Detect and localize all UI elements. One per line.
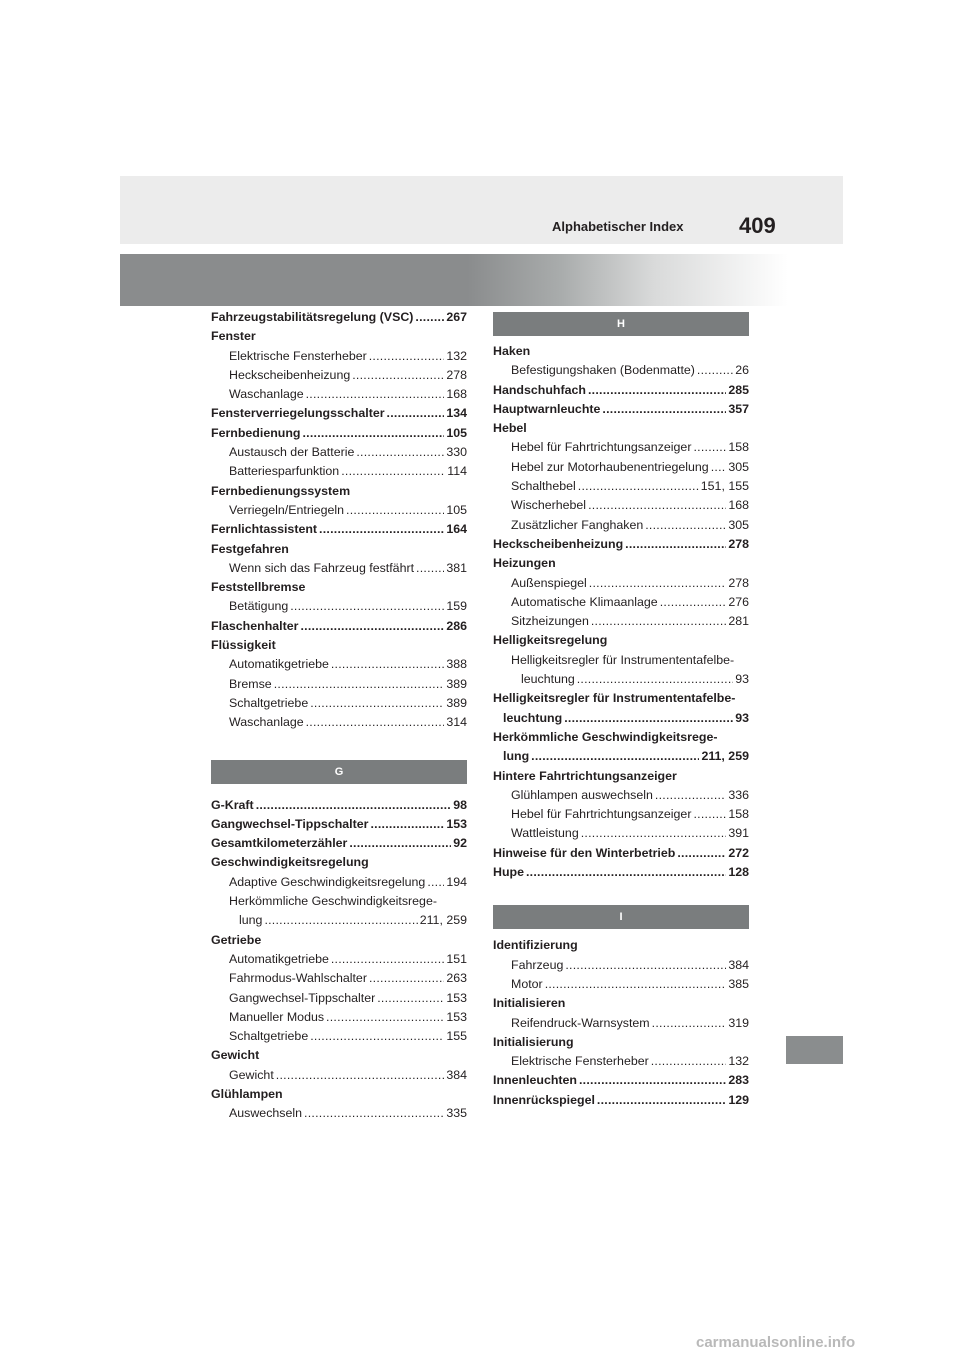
index-entry-term: Schalthebel (511, 479, 576, 494)
dot-leader (531, 747, 699, 766)
index-entry-page[interactable]: 357 (728, 401, 749, 416)
index-entry (493, 612, 749, 631)
index-entry (493, 1071, 749, 1090)
index-entry-term: Gesamtkilometerzähler (211, 836, 348, 851)
section-header-h: H (493, 312, 749, 336)
dot-leader (526, 863, 726, 882)
index-entry-term: Glühlampen (211, 1086, 283, 1101)
index-entry (211, 694, 467, 713)
index-entry (493, 975, 749, 994)
index-entry (211, 853, 467, 872)
index-entry-page[interactable]: 286 (446, 618, 467, 633)
index-entry-term: Identifizierung (493, 938, 578, 953)
index-entry (211, 385, 467, 404)
index-entry-term: G-Kraft (211, 797, 254, 812)
index-entry-page[interactable]: 151, 155 (700, 479, 749, 494)
index-entry-page[interactable]: 384 (728, 957, 749, 972)
index-entry-page[interactable]: 134 (446, 406, 467, 421)
index-entry (211, 873, 467, 892)
index-entry-term: Helligkeitsregler für Instrumententafelbe- (493, 691, 736, 706)
index-entry (211, 520, 467, 539)
index-entry-term: Bremse (229, 676, 272, 691)
index-entry-term: lung (239, 913, 263, 928)
index-entry (211, 462, 467, 481)
index-entry-term: Auswechseln (229, 1106, 303, 1121)
index-entry (211, 1104, 467, 1123)
index-column-right (493, 308, 749, 1110)
index-entry-term: Initialisieren (493, 996, 566, 1011)
section-header-i: I (493, 905, 749, 929)
index-entry-term: Gangwechsel-Tippschalter (211, 816, 369, 831)
dot-leader (597, 1091, 726, 1110)
index-entry-page[interactable]: 381 (446, 560, 467, 575)
dot-leader (655, 786, 726, 805)
dot-leader (697, 361, 733, 380)
index-entry-page[interactable]: 385 (728, 976, 749, 991)
index-entry (211, 969, 467, 988)
dot-leader (300, 617, 444, 636)
index-entry-page[interactable]: 276 (728, 594, 749, 609)
section-title: Alphabetischer Index (552, 219, 684, 234)
dot-leader (589, 574, 727, 593)
index-entry (211, 617, 467, 636)
index-entry-term: Fenster (211, 329, 256, 344)
index-entry-page[interactable]: 151 (446, 951, 467, 966)
dot-leader (693, 805, 726, 824)
index-entry (211, 675, 467, 694)
dot-leader (349, 834, 451, 853)
index-entry-term: Fensterverriegelungsschalter (211, 406, 385, 421)
index-entry-page[interactable]: 283 (728, 1073, 749, 1088)
index-entry (211, 950, 467, 969)
index-group-g (211, 796, 467, 1124)
index-entry-term: Herkömmliche Geschwindigkeitsrege- (229, 894, 437, 909)
index-entry (211, 834, 467, 853)
index-group-i (493, 936, 749, 1110)
index-entry (211, 327, 467, 346)
index-entry (493, 496, 749, 515)
index-entry (211, 443, 467, 462)
index-entry-page[interactable]: 153 (446, 1009, 467, 1024)
index-entry-page[interactable]: 278 (728, 536, 749, 551)
index-entry-page[interactable]: 153 (446, 816, 467, 831)
dot-leader (427, 873, 444, 892)
index-entry-page[interactable]: 132 (446, 348, 467, 363)
index-entry-page[interactable]: 105 (446, 425, 467, 440)
dot-leader (274, 675, 445, 694)
index-entry-page[interactable]: 278 (446, 367, 467, 382)
dot-leader (352, 366, 444, 385)
index-entry-term: Befestigungshaken (Bodenmatte) (511, 363, 695, 378)
index-entry (493, 342, 749, 361)
index-entry-page[interactable]: 384 (446, 1067, 467, 1082)
dot-leader (588, 496, 726, 515)
index-entry (211, 1046, 467, 1065)
index-entry-page[interactable]: 159 (446, 599, 467, 614)
index-entry-page[interactable]: 389 (446, 676, 467, 691)
index-entry-term: Initialisierung (493, 1034, 574, 1049)
index-entry (211, 655, 467, 674)
index-entry (211, 1066, 467, 1085)
index-entry-term: Flüssigkeit (211, 638, 276, 653)
index-entry (493, 709, 749, 728)
index-entry-page[interactable]: 105 (446, 502, 467, 517)
index-entry-term: Heckscheibenheizung (229, 367, 351, 382)
dot-leader (370, 815, 444, 834)
index-entry-page[interactable]: 194 (446, 874, 467, 889)
index-entry-page[interactable]: 132 (728, 1054, 749, 1069)
index-entry-term: Wischerhebel (511, 498, 587, 513)
dot-leader (588, 381, 726, 400)
index-entry-page[interactable]: 93 (735, 672, 749, 687)
index-entry-term: Getriebe (211, 932, 262, 947)
index-entry-term: Manueller Modus (229, 1009, 325, 1024)
index-entry-term: Außenspiegel (511, 575, 587, 590)
index-entry (493, 994, 749, 1013)
index-entry-page[interactable]: 388 (446, 657, 467, 672)
dot-leader (310, 694, 444, 713)
index-entry-page[interactable]: 389 (446, 695, 467, 710)
index-entry-term: Automatische Klimaanlage (511, 594, 658, 609)
index-entry-term: Fernbedienungssystem (211, 483, 351, 498)
index-entry-term: Automatikgetriebe (229, 657, 329, 672)
index-entry (211, 931, 467, 950)
index-entry (211, 597, 467, 616)
dot-leader (711, 458, 727, 477)
index-entry (493, 1014, 749, 1033)
index-entry-term: Reifendruck-Warnsystem (511, 1015, 650, 1030)
index-entry-page[interactable]: 128 (728, 865, 749, 880)
index-entry (493, 651, 749, 670)
index-entry-term: Hauptwarnleuchte (493, 401, 601, 416)
section-header-g: G (211, 760, 467, 784)
index-entry-page[interactable]: 168 (446, 387, 467, 402)
index-entry-page[interactable]: 272 (728, 845, 749, 860)
dot-leader (625, 535, 726, 554)
index-entry-page[interactable]: 281 (728, 614, 749, 629)
index-entry-page[interactable]: 211, 259 (419, 913, 467, 928)
index-entry (211, 1085, 467, 1104)
index-entry (493, 1091, 749, 1110)
dot-leader (304, 1104, 444, 1123)
index-entry-page[interactable]: 330 (446, 445, 467, 460)
dot-leader (652, 1014, 727, 1033)
index-entry (493, 670, 749, 689)
index-entry-term: Festgefahren (211, 541, 289, 556)
index-entry (493, 554, 749, 573)
index-entry (493, 361, 749, 380)
index-entry-term: Hebel zur Motorhaubenentriegelung (511, 459, 709, 474)
index-entry-term: Handschuhfach (493, 382, 586, 397)
index-entry-term: Hebel für Fahrtrichtungsanzeiger (511, 440, 692, 455)
index-entry (493, 824, 749, 843)
index-entry-term: Hupe (493, 865, 524, 880)
index-entry-term: Motor (511, 976, 543, 991)
dot-leader (564, 709, 733, 728)
dot-leader (276, 1066, 445, 1085)
index-entry (493, 574, 749, 593)
index-entry (211, 482, 467, 501)
dot-leader (677, 844, 726, 863)
index-entry-page[interactable]: 278 (728, 575, 749, 590)
index-entry-page[interactable]: 153 (446, 990, 467, 1005)
dot-leader (264, 911, 417, 930)
index-entry-term: leuchtung (521, 672, 575, 687)
index-entry (493, 438, 749, 457)
index-entry-page[interactable]: 211, 259 (701, 749, 749, 764)
dot-leader (416, 559, 444, 578)
index-entry (493, 516, 749, 535)
index-entry-term: Austausch der Batterie (229, 445, 355, 460)
index-entry (493, 747, 749, 766)
index-column-left (211, 308, 467, 1124)
watermark: carmanualsonline.info (696, 1334, 856, 1351)
index-entry-page[interactable]: 92 (453, 836, 467, 851)
index-entry-term: Schaltgetriebe (229, 695, 309, 710)
index-entry (211, 1027, 467, 1046)
index-entry-term: Zusätzlicher Fanghaken (511, 517, 644, 532)
index-entry-term: Wenn sich das Fahrzeug festfährt (229, 560, 415, 575)
index-entry (211, 424, 467, 443)
index-entry (493, 728, 749, 747)
index-entry-term: Gangwechsel-Tippschalter (229, 990, 376, 1005)
index-entry-page[interactable]: 164 (446, 522, 467, 537)
header-band (120, 176, 843, 244)
dot-leader (341, 462, 445, 481)
dot-leader (306, 385, 445, 404)
index-entry-page[interactable]: 158 (728, 807, 749, 822)
index-entry (211, 892, 467, 911)
index-entry-term: Helligkeitsregelung (493, 633, 608, 648)
index-entry (211, 308, 467, 327)
index-entry (493, 786, 749, 805)
dot-leader (651, 1052, 727, 1071)
index-entry-page[interactable]: 263 (446, 971, 467, 986)
index-entry (211, 559, 467, 578)
index-entry (493, 419, 749, 438)
index-entry (493, 535, 749, 554)
index-entry (211, 540, 467, 559)
dot-leader (346, 501, 444, 520)
page-number: 409 (739, 213, 776, 238)
dot-leader (331, 950, 444, 969)
index-entry-term: Hebel für Fahrtrichtungsanzeiger (511, 807, 692, 822)
index-entry-term: Schaltgetriebe (229, 1029, 309, 1044)
index-entry (211, 366, 467, 385)
index-entry (493, 1052, 749, 1071)
index-entry-term: Fahrzeug (511, 957, 564, 972)
index-entry-page[interactable]: 168 (728, 498, 749, 513)
index-entry-term: Feststellbremse (211, 580, 306, 595)
index-entry-term: Flaschenhalter (211, 618, 299, 633)
dot-leader (660, 593, 727, 612)
dot-leader (415, 308, 444, 327)
dot-leader (303, 424, 445, 443)
index-entry (493, 805, 749, 824)
index-entry-page[interactable]: 314 (446, 715, 467, 730)
index-entry (493, 863, 749, 882)
dot-leader (377, 989, 444, 1008)
index-entry-term: Hintere Fahrtrichtungsanzeiger (493, 768, 677, 783)
index-entry (493, 767, 749, 786)
index-entry-term: Fahrmodus-Wahlschalter (229, 971, 367, 986)
dot-leader (577, 670, 733, 689)
index-entry-page[interactable]: 391 (728, 826, 749, 841)
index-entry-page[interactable]: 93 (735, 710, 749, 725)
dot-leader (331, 655, 444, 674)
dot-leader (256, 796, 452, 815)
index-entry-term: Gewicht (211, 1048, 260, 1063)
index-entry (493, 956, 749, 975)
index-entry (493, 593, 749, 612)
dot-leader (387, 404, 445, 423)
index-entry-term: Haken (493, 344, 531, 358)
index-entry-term: Innenleuchten (493, 1073, 577, 1088)
index-entry (493, 400, 749, 419)
index-entry (493, 1033, 749, 1052)
index-entry (493, 631, 749, 650)
index-entry-term: Adaptive Geschwindigkeitsregelung (229, 874, 426, 889)
index-entry-page[interactable]: 267 (446, 310, 467, 324)
index-entry (493, 458, 749, 477)
index-entry (493, 844, 749, 863)
index-entry-term: Sitzheizungen (511, 614, 589, 629)
dot-leader (319, 520, 444, 539)
thumb-index-tab[interactable] (786, 1036, 843, 1064)
index-entry-term: leuchtung (503, 710, 563, 725)
index-entry-page[interactable]: 155 (446, 1029, 467, 1044)
index-entry-page[interactable]: 98 (453, 797, 467, 812)
dot-leader (693, 438, 726, 457)
dot-leader (369, 969, 444, 988)
index-entry-term: Fernlichtassistent (211, 522, 318, 537)
dot-leader (545, 975, 727, 994)
index-entry-term: Glühlampen auswechseln (511, 787, 653, 802)
dot-leader (326, 1008, 444, 1027)
index-entry-term: Hinweise für den Winterbetrieb (493, 845, 676, 860)
index-entry-page[interactable]: 305 (728, 517, 749, 532)
index-entry-term: Waschanlage (229, 387, 304, 402)
index-entry-page[interactable]: 335 (446, 1106, 467, 1121)
dot-leader (369, 347, 445, 366)
index-entry (211, 713, 467, 732)
index-entry (493, 381, 749, 400)
dot-leader (579, 1071, 726, 1090)
index-entry-page[interactable]: 158 (728, 440, 749, 455)
index-entry-term: Betätigung (229, 599, 289, 614)
index-entry (493, 936, 749, 955)
index-entry-term: Herkömmliche Geschwindigkeitsrege- (493, 729, 718, 744)
index-entry (211, 347, 467, 366)
dot-leader (310, 1027, 444, 1046)
index-entry-page[interactable]: 114 (447, 464, 467, 479)
index-entry-page[interactable]: 285 (728, 382, 749, 397)
dot-leader (645, 516, 726, 535)
index-entry-page[interactable]: 129 (728, 1092, 749, 1107)
index-entry (493, 689, 749, 708)
index-entry-term: Hebel (493, 421, 527, 436)
index-entry (211, 578, 467, 597)
index-entry-term: Innenrückspiegel (493, 1092, 595, 1107)
dot-leader (306, 713, 445, 732)
index-entry (211, 815, 467, 834)
index-entry-term: Gewicht (229, 1067, 274, 1082)
index-entry-term: Geschwindigkeitsregelung (211, 855, 369, 870)
index-entry-term: Fernbedienung (211, 425, 301, 440)
index-entry-term: Fahrzeugstabilitätsregelung (VSC) (211, 310, 414, 324)
index-entry (211, 636, 467, 655)
index-entry-term: Elektrische Fensterheber (229, 348, 367, 363)
dot-leader (591, 612, 726, 631)
dot-leader (290, 597, 444, 616)
index-entry-term: Heckscheibenheizung (493, 536, 624, 551)
index-entry (211, 1008, 467, 1027)
index-entry-term: Elektrische Fensterheber (511, 1054, 649, 1069)
index-entry (493, 477, 749, 496)
index-entry (211, 911, 467, 930)
index-entry (211, 796, 467, 815)
index-entry-page[interactable]: 336 (728, 787, 749, 802)
index-entry-term: Heizungen (493, 556, 556, 571)
index-entry-page[interactable]: 26 (735, 363, 749, 378)
index-entry (211, 989, 467, 1008)
index-group-f (211, 308, 467, 733)
dot-leader (356, 443, 444, 462)
dot-leader (602, 400, 726, 419)
index-entry (211, 404, 467, 423)
index-entry-page[interactable]: 305 (728, 459, 749, 474)
index-entry-term: Wattleistung (511, 826, 579, 841)
index-entry-term: Automatikgetriebe (229, 951, 329, 966)
index-entry-term: Helligkeitsregler für Instrumententafelbe- (511, 652, 735, 667)
dot-leader (581, 824, 727, 843)
index-entry-term: lung (503, 749, 530, 764)
index-entry-page[interactable]: 319 (728, 1015, 749, 1030)
index-entry (211, 501, 467, 520)
dot-leader (578, 477, 699, 496)
index-group-h (493, 342, 749, 882)
dot-leader (565, 956, 726, 975)
index-entry-term: Verriegeln/Entriegeln (229, 502, 345, 517)
gradient-band (120, 254, 788, 306)
index-entry-term: Waschanlage (229, 715, 304, 730)
index-entry-term: Batteriesparfunktion (229, 464, 340, 479)
